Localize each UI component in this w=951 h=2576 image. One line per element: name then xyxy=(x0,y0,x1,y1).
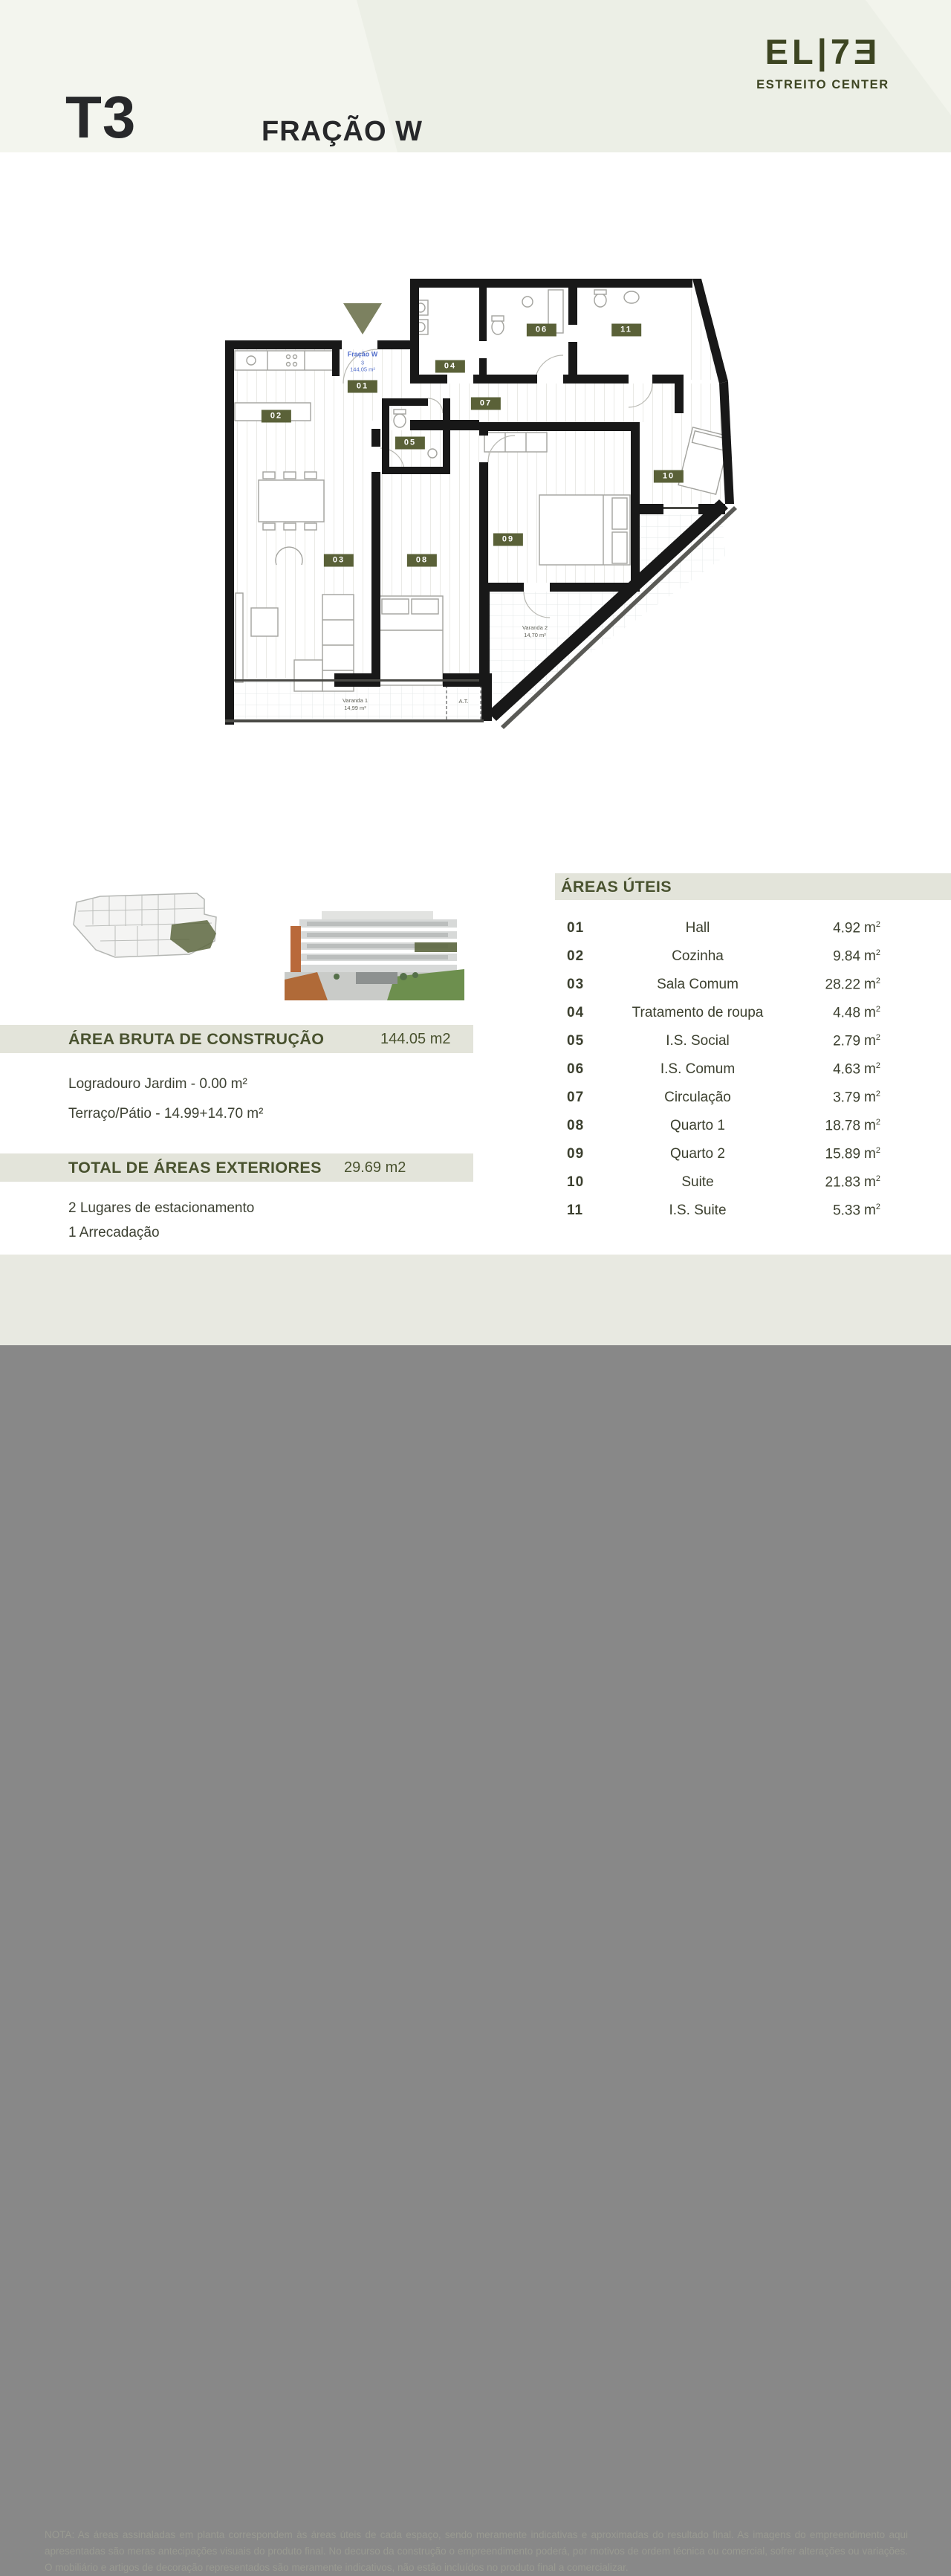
room-badge-02: 02 xyxy=(262,410,291,423)
row-number: 05 xyxy=(567,1033,585,1049)
row-number: 02 xyxy=(567,948,585,964)
parking-line: 2 Lugares de estacionamento xyxy=(68,1200,255,1216)
fraction-marker-name: Fração W xyxy=(347,350,378,358)
row-value: 18.78 $m^2$ xyxy=(825,1117,880,1134)
row-number: 07 xyxy=(567,1090,585,1105)
row-name: Tratamento de roupa xyxy=(632,1005,764,1020)
row-value: 2.79 $m^2$ xyxy=(833,1032,880,1049)
row-value: 9.84 $m^2$ xyxy=(833,948,880,965)
row-value: 15.89 $m^2$ xyxy=(825,1145,880,1162)
row-name: Suite xyxy=(681,1174,714,1190)
row-name: I.S. Social xyxy=(666,1033,730,1049)
row-number: 04 xyxy=(567,1005,585,1020)
areas-uteis-title: ÁREAS ÚTEIS xyxy=(561,878,672,896)
row-name: Sala Comum xyxy=(657,977,739,992)
room-badge-06: 06 xyxy=(527,324,556,337)
table-row xyxy=(561,942,880,971)
exterior-area-header xyxy=(0,1153,473,1182)
note-text: NOTA: As áreas assinaladas em planta correspondem às áreas úteis de cada espaço, sendo meramente indicativas e aproximadas do resultado final. As imagens do empreendimento aqui apresentadas são meras antecipações visuais do produto final. No decurso da construção o empreendimento poderá, por motivos de ordem técnica ou comercial, sofrer alterações ou variações. O mobiliário e artigos de decoração representados são meramente indicativos, não estão incluídos no produto final a comercializar. xyxy=(45,2529,908,2573)
row-value: 4.48 $m^2$ xyxy=(833,1004,880,1021)
storage-line: 1 Arrecadação xyxy=(68,1225,160,1240)
varanda-1-area: 14,99 m² xyxy=(344,705,366,711)
varanda-2-label xyxy=(522,624,548,639)
room-badge-04: 04 xyxy=(435,360,465,373)
exterior-area-value: 29.69 m2 xyxy=(344,1159,406,1176)
building-render-thumbnail xyxy=(285,908,464,1000)
row-value: 21.83 $m^2$ xyxy=(825,1174,880,1191)
room-badge-01: 01 xyxy=(348,381,377,393)
row-number: 06 xyxy=(567,1061,585,1077)
table-row xyxy=(561,1084,880,1112)
row-number: 11 xyxy=(567,1203,584,1218)
construction-area-header xyxy=(0,1025,473,1053)
room-badge-09: 09 xyxy=(493,534,523,546)
entrance-marker-icon xyxy=(343,303,382,334)
fraction-marker-floor: 3 xyxy=(360,359,365,366)
table-row xyxy=(561,1168,880,1197)
terrace-area-line: Terraço/Pátio - 14.99+14.70 m² xyxy=(68,1106,264,1122)
row-name: Hall xyxy=(685,920,710,936)
room-badge-08: 08 xyxy=(407,554,437,567)
row-name: Quarto 1 xyxy=(670,1118,725,1133)
brand-subtitle: ESTREITO CENTER xyxy=(756,78,889,91)
row-name: Quarto 2 xyxy=(670,1146,725,1162)
table-row xyxy=(561,1140,880,1168)
row-name: I.S. Comum xyxy=(660,1061,736,1077)
row-value: 5.33 $m^2$ xyxy=(833,1202,880,1219)
exterior-area-title: TOTAL DE ÁREAS EXTERIORES xyxy=(68,1159,322,1177)
brand-logo: EL|7Ǝ xyxy=(765,32,881,71)
key-plan-thumbnail xyxy=(71,892,219,963)
floor-plan xyxy=(223,259,736,731)
fraction-marker-label xyxy=(331,350,394,373)
table-row xyxy=(561,1112,880,1140)
room-badge-05: 05 xyxy=(395,437,425,450)
fraction-marker-area: 144,05 m² xyxy=(350,366,375,373)
row-number: 10 xyxy=(567,1174,585,1190)
table-row xyxy=(561,971,880,999)
areas-table xyxy=(561,914,880,1225)
varanda-2-name: Varanda 2 xyxy=(522,624,548,631)
row-number: 03 xyxy=(567,977,585,992)
table-row xyxy=(561,1197,880,1225)
unit-type-title: T3 xyxy=(65,84,137,150)
construction-area-title: ÁREA BRUTA DE CONSTRUÇÃO xyxy=(68,1030,325,1048)
varanda-2-area: 14,70 m² xyxy=(524,632,546,638)
row-number: 08 xyxy=(567,1118,585,1133)
table-row xyxy=(561,999,880,1027)
row-value: 4.92 $m^2$ xyxy=(833,919,880,936)
table-row xyxy=(561,1027,880,1055)
note-band xyxy=(0,1255,951,2573)
room-badge-03: 03 xyxy=(324,554,354,567)
fraction-title: FRAÇÃO W xyxy=(262,116,423,147)
row-name: Cozinha xyxy=(672,948,724,964)
floor-plan-drawing xyxy=(223,259,736,731)
room-badge-11: 11 xyxy=(611,324,641,337)
construction-area-value: 144.05 m2 xyxy=(380,1031,451,1047)
areas-uteis-header xyxy=(555,873,951,900)
row-name: Circulação xyxy=(664,1090,731,1105)
row-number: 01 xyxy=(567,920,585,936)
row-value: 3.79 $m^2$ xyxy=(833,1089,880,1106)
room-badge-07: 07 xyxy=(471,398,501,410)
storage-label: A.T. xyxy=(458,697,469,705)
varanda-1-name: Varanda 1 xyxy=(342,696,369,704)
row-value: 4.63 $m^2$ xyxy=(833,1061,880,1078)
brand-logo-block xyxy=(743,34,903,92)
row-value: 28.22 $m^2$ xyxy=(825,976,880,993)
garden-area-line: Logradouro Jardim - 0.00 m² xyxy=(68,1076,247,1092)
table-row xyxy=(561,914,880,942)
row-number: 09 xyxy=(567,1146,585,1162)
varanda-1-label xyxy=(343,697,368,712)
row-name: I.S. Suite xyxy=(669,1203,727,1218)
header-band xyxy=(0,0,951,152)
room-badge-10: 10 xyxy=(654,470,684,483)
table-row xyxy=(561,1055,880,1084)
